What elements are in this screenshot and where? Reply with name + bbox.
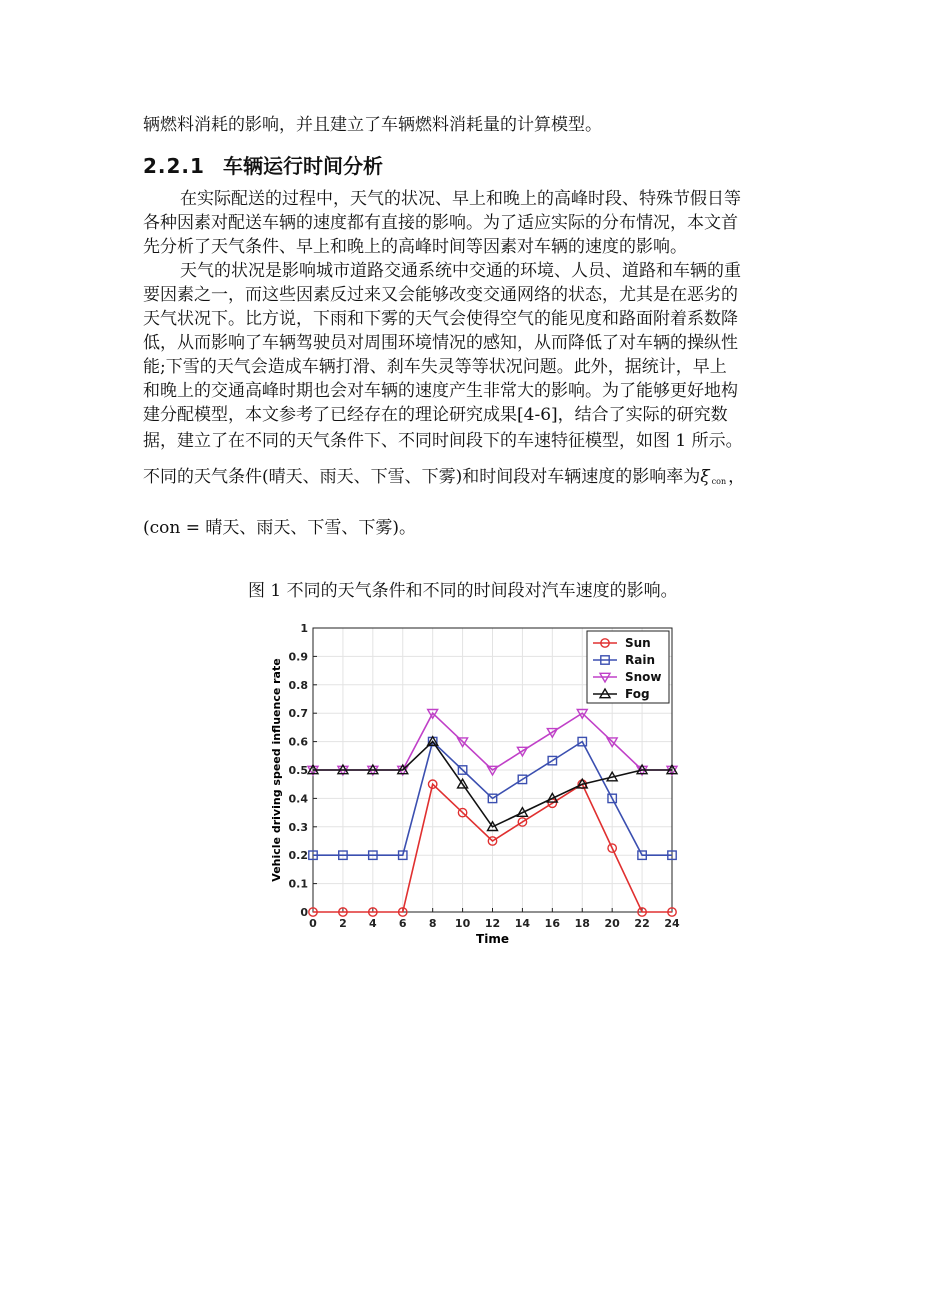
paragraph-4: (con = 晴天、雨天、下雪、下雾)。 (143, 518, 417, 538)
x-tick-label: 24 (664, 917, 680, 930)
y-tick-label: 0.3 (288, 820, 308, 834)
y-tick-label: 0.7 (288, 707, 308, 721)
paragraph-3 (143, 466, 745, 493)
text-run: ， (728, 467, 746, 487)
text-line: 在实际配送的过程中，天气的状况、早上和晚上的高峰时段、特殊节假日等 (180, 189, 741, 209)
text-line: 天气状况下。比方说，下雨和下雾的天气会使得空气的能见度和路面附着系数降 (143, 309, 738, 329)
y-tick-label: 1 (300, 622, 308, 635)
text-line: 要因素之一，而这些因素反过来又会能够改变交通网络的状态，尤其是在恶劣的 (143, 285, 738, 305)
legend-label-sun: Sun (625, 636, 651, 650)
text-run: 不同的天气条件(晴天、雨天、下雪、下雾)和时间段对车辆速度的影响率为 (143, 467, 701, 487)
y-tick-label: 0 (300, 906, 308, 919)
x-tick-label: 8 (428, 917, 437, 930)
text-line: 天气的状况是影响城市道路交通系统中交通的环境、人员、道路和车辆的重 (180, 261, 741, 281)
text-line: 能;下雪的天气会造成车辆打滑、刹车失灵等等状况问题。此外，据统计，早上 (143, 357, 727, 377)
y-tick-label: 0.4 (288, 792, 308, 806)
y-tick-label: 0.6 (288, 735, 308, 749)
text-line: 先分析了天气条件、早上和晚上的高峰时间等因素对车辆的速度的影响。 (143, 237, 687, 257)
section-heading (143, 150, 383, 179)
text-line: 低，从而影响了车辆驾驶员对周围环境情况的感知，从而降低了对车辆的操纵性 (143, 333, 738, 353)
x-tick-label: 10 (454, 917, 471, 930)
section-title: 车辆运行时间分析 (222, 154, 383, 178)
x-tick-label: 12 (484, 917, 501, 930)
x-tick-label: 20 (604, 917, 620, 930)
x-tick-label: 16 (544, 917, 560, 930)
figure-caption: 图 1 不同的天气条件和不同的时间段对汽车速度的影响。 (248, 581, 678, 601)
y-axis-label: Vehicle driving speed influence rate (270, 658, 283, 882)
y-tick-label: 0.2 (288, 849, 308, 863)
x-tick-label: 14 (514, 917, 531, 930)
x-tick-label: 22 (634, 917, 650, 930)
y-tick-label: 0.1 (288, 877, 308, 891)
y-tick-label: 0.8 (288, 678, 308, 692)
y-tick-label: 0.5 (288, 764, 308, 777)
xi-symbol: ξ (700, 467, 710, 487)
text-line: 据，建立了在不同的天气条件下、不同时间段下的车速特征模型，如图 1 所示。 (143, 431, 743, 451)
subscript-con: con (711, 477, 727, 486)
text-line: 各种因素对配送车辆的速度都有直接的影响。为了适应实际的分布情况，本文首 (143, 213, 738, 233)
line-chart (262, 616, 692, 954)
legend-label-snow: Snow (625, 670, 662, 684)
y-tick-label: 0.9 (288, 650, 308, 664)
legend-label-fog: Fog (625, 687, 650, 701)
x-tick-label: 2 (339, 917, 347, 930)
chart-legend (587, 631, 669, 703)
x-tick-label: 18 (574, 917, 590, 930)
paragraph-intro-tail: 辆燃料消耗的影响，并且建立了车辆燃料消耗量的计算模型。 (143, 115, 602, 135)
text-line: 和晚上的交通高峰时期也会对车辆的速度产生非常大的影响。为了能够更好地构 (143, 381, 738, 401)
x-tick-label: 4 (369, 917, 377, 930)
text-line: 建分配模型，本文参考了已经存在的理论研究成果[4-6]，结合了实际的研究数 (143, 405, 728, 425)
x-tick-label: 0 (309, 917, 317, 930)
legend-label-rain: Rain (625, 653, 655, 667)
x-axis-label: Time (476, 932, 509, 946)
section-number: 2.2.1 (143, 154, 205, 178)
x-tick-label: 6 (398, 917, 407, 930)
